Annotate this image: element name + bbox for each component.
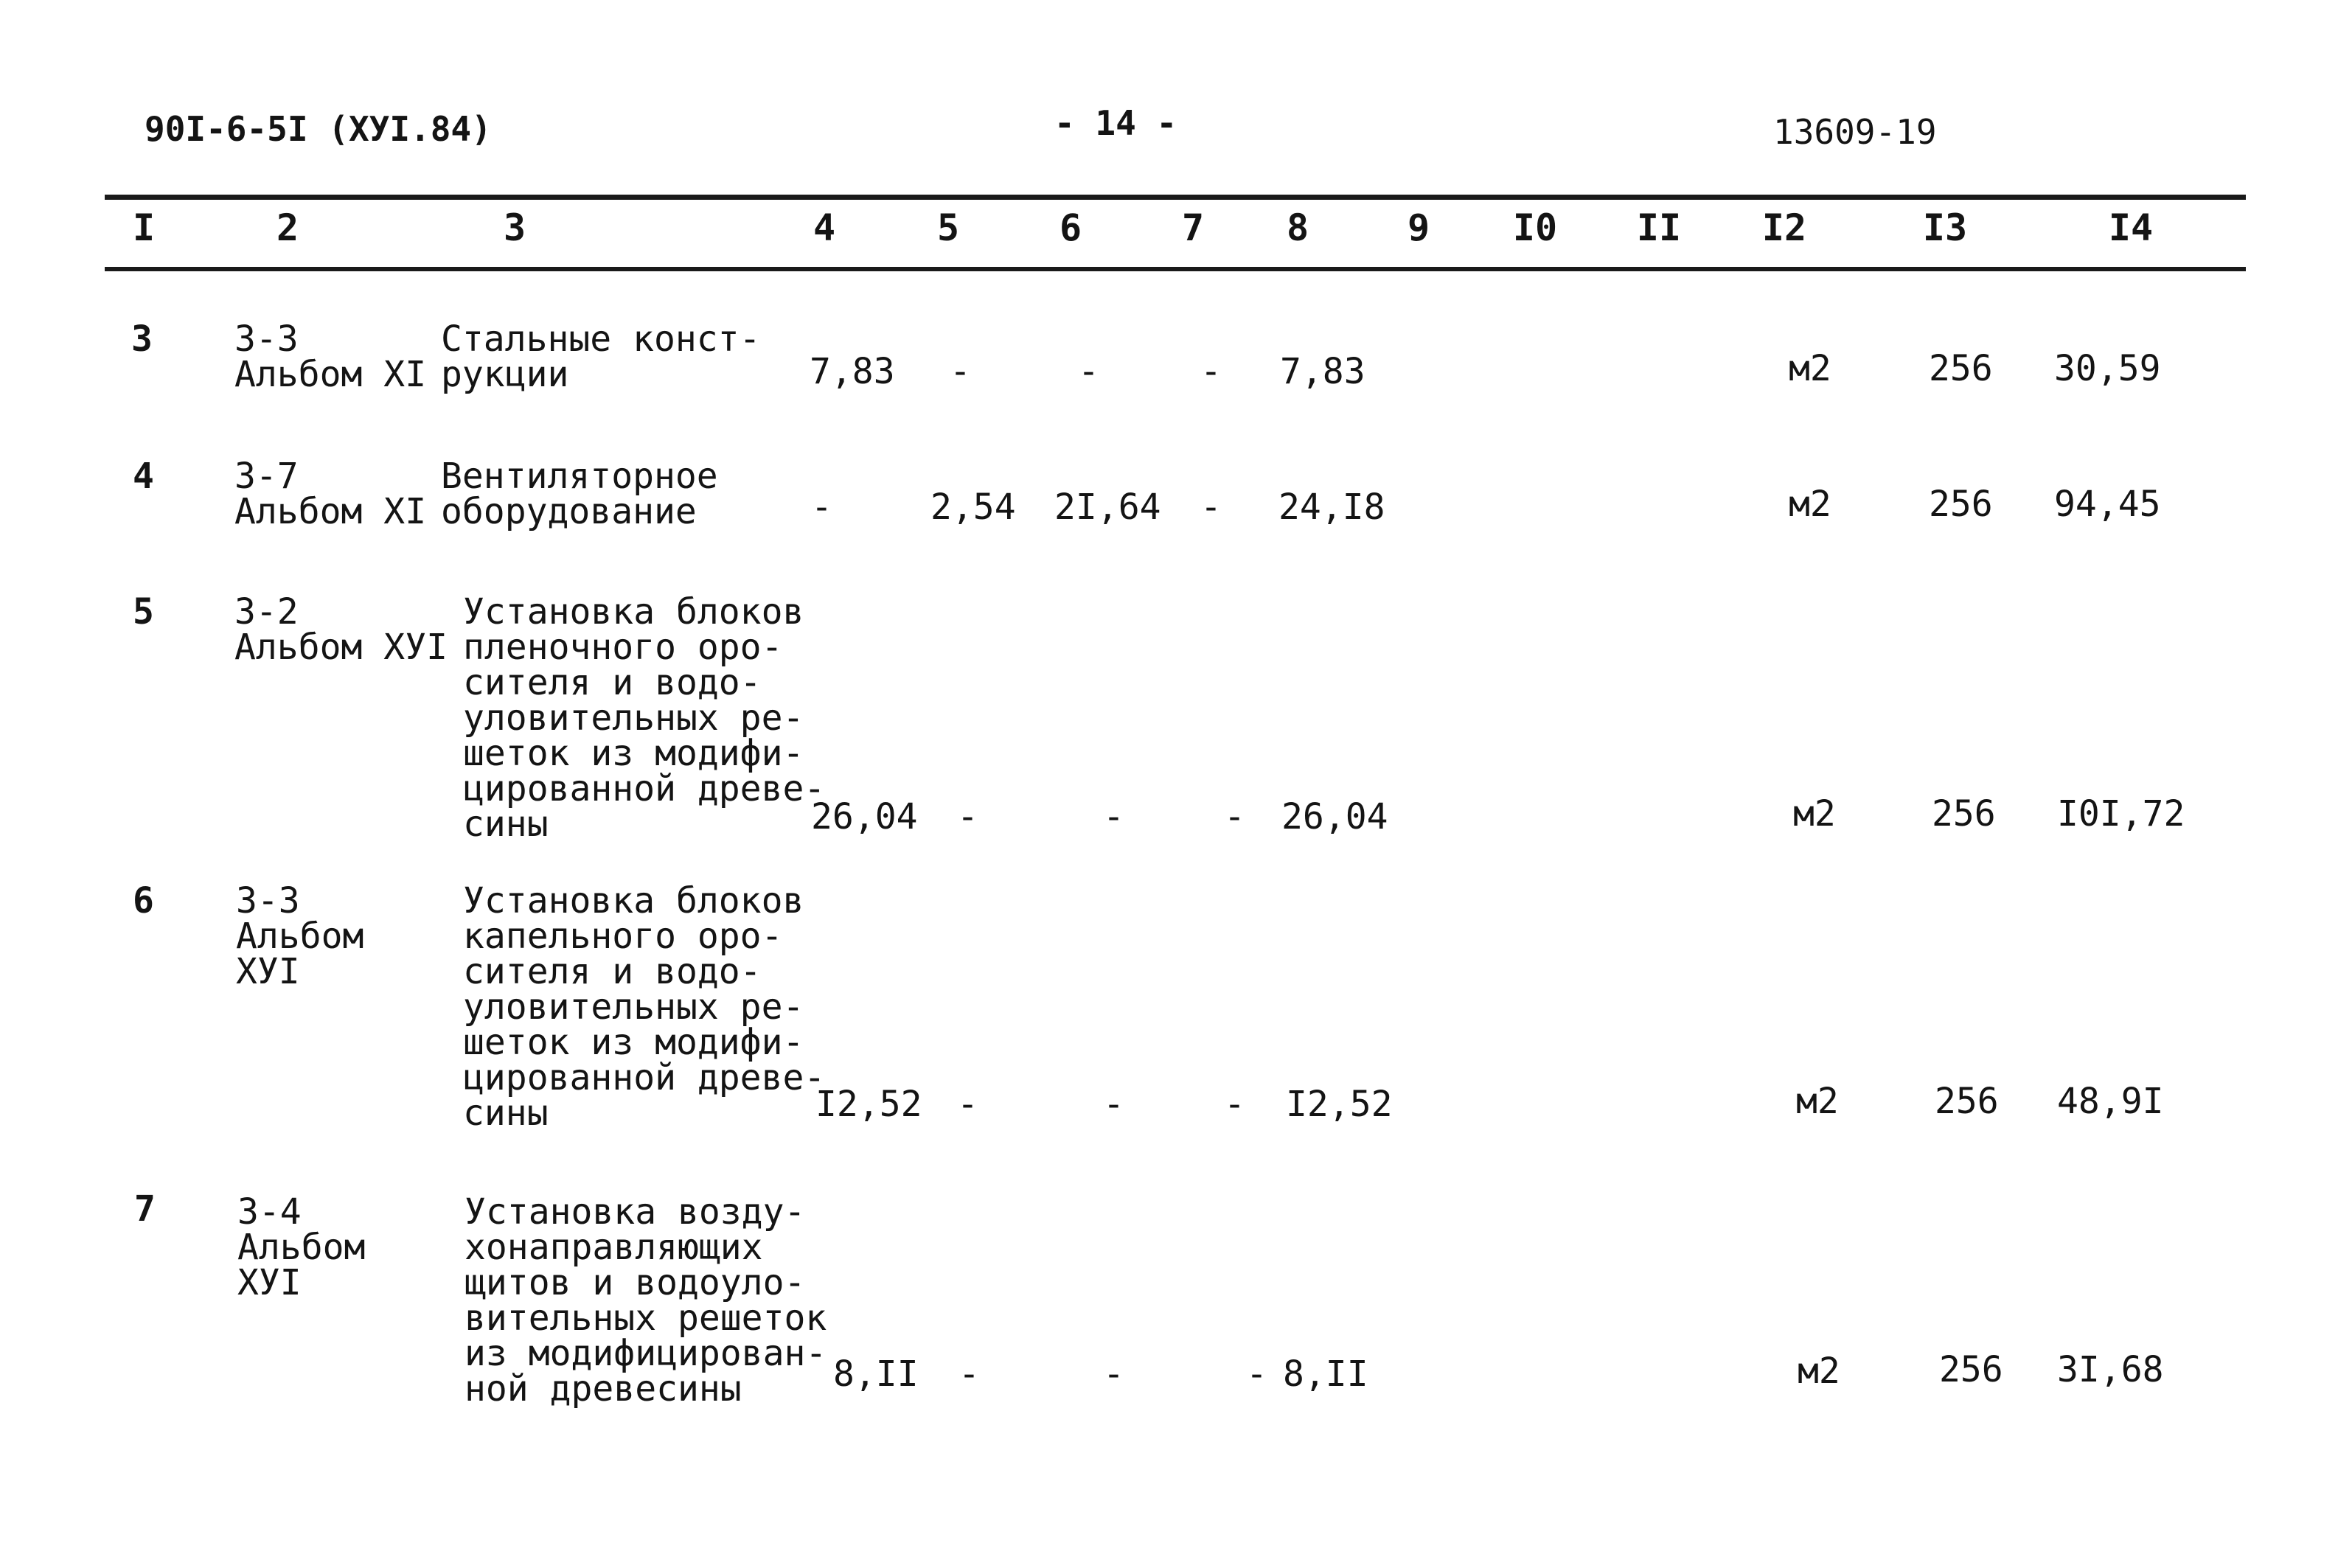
cell-col7: - (1224, 1084, 1245, 1125)
cell-col13: 256 (1929, 348, 1993, 389)
row-name: Установка возду- хонаправляющих щитов и водоуло- вительных решеток из модифицирован- ной древесины (465, 1191, 827, 1410)
column-header-6: 6 (1059, 206, 1082, 249)
column-header-1: I (132, 206, 156, 249)
column-header-9: 9 (1407, 206, 1430, 249)
row-name: Стальные конст- рукции (441, 318, 761, 395)
cell-col14: I0I,72 (2057, 793, 2185, 834)
cell-col14: 94,45 (2054, 484, 2161, 525)
cell-col13: 256 (1929, 484, 1993, 525)
cell-col7: - (1246, 1353, 1267, 1395)
cell-col13: 256 (1935, 1081, 1999, 1122)
cell-col8: I2,52 (1286, 1084, 1393, 1125)
row-number: 4 (133, 456, 154, 497)
cell-col7: - (1224, 796, 1245, 837)
cell-col14: 3I,68 (2057, 1349, 2164, 1390)
page-number: - 14 - (1054, 103, 1177, 143)
cell-col6: - (1103, 1084, 1124, 1125)
row-code: 3-7 Альбом XI (234, 456, 427, 532)
cell-col4: 7,83 (810, 351, 895, 392)
column-header-13: I3 (1922, 206, 1968, 249)
cell-col7: - (1200, 487, 1222, 528)
cell-col6: - (1103, 796, 1124, 837)
cell-col13: 256 (1939, 1349, 2003, 1390)
document-code: 90I-6-5I (XУI.84) (145, 109, 492, 149)
column-header-7: 7 (1181, 206, 1205, 249)
row-code: 3-3 Альбом XI (234, 318, 427, 395)
column-header-4: 4 (813, 206, 836, 249)
column-header-10: I0 (1512, 206, 1558, 249)
cell-col5: - (958, 1353, 980, 1395)
row-name: Установка блоков капельного оро- сителя и водо- уловительных ре- шеток из модифи- цированной древе- сины (463, 880, 826, 1134)
cell-col5: 2,54 (930, 487, 1016, 528)
row-code: 3-4 Альбом XУI (237, 1191, 366, 1303)
cell-col6: - (1078, 351, 1099, 392)
table-header-rule (105, 267, 2246, 271)
cell-col4: - (811, 487, 832, 528)
cell-unit: м2 (1793, 793, 1836, 834)
row-code: 3-3 Альбом XУI (236, 880, 364, 992)
reference-number: 13609-19 (1773, 112, 1937, 152)
cell-col8: 26,04 (1281, 796, 1388, 837)
cell-col4: 8,II (833, 1353, 919, 1395)
row-number: 7 (134, 1188, 156, 1230)
cell-unit: м2 (1789, 484, 1831, 525)
cell-col14: 30,59 (2054, 348, 2161, 389)
cell-col6: 2I,64 (1054, 487, 1161, 528)
cell-col7: - (1200, 351, 1222, 392)
column-header-12: I2 (1761, 206, 1807, 249)
cell-col13: 256 (1932, 793, 1996, 834)
cell-col5: - (950, 351, 971, 392)
column-header-14: I4 (2108, 206, 2154, 249)
row-name: Установка блоков пленочного оро- сителя и водо- уловительных ре- шеток из модифи- цированной древе- сины (463, 591, 826, 845)
column-header-5: 5 (936, 206, 960, 249)
row-number: 5 (133, 591, 154, 633)
cell-unit: м2 (1798, 1351, 1840, 1392)
cell-col8: 8,II (1283, 1353, 1368, 1395)
cell-col14: 48,9I (2057, 1081, 2164, 1122)
row-number: 3 (131, 318, 153, 360)
column-header-8: 8 (1286, 206, 1309, 249)
cell-unit: м2 (1789, 348, 1831, 389)
cell-col5: - (957, 1084, 978, 1125)
cell-col4: 26,04 (811, 796, 918, 837)
table-top-rule (105, 195, 2246, 200)
column-header-11: II (1636, 206, 1682, 249)
row-number: 6 (133, 880, 154, 921)
cell-col5: - (957, 796, 978, 837)
row-code: 3-2 Альбом XУI (234, 591, 448, 668)
column-header-3: 3 (503, 206, 526, 249)
cell-col4: I2,52 (815, 1084, 922, 1125)
cell-col8: 7,83 (1280, 351, 1365, 392)
cell-col8: 24,I8 (1278, 487, 1385, 528)
cell-col6: - (1103, 1353, 1124, 1395)
cell-unit: м2 (1796, 1081, 1839, 1122)
row-name: Вентиляторное оборудование (441, 456, 718, 532)
column-header-2: 2 (276, 206, 299, 249)
